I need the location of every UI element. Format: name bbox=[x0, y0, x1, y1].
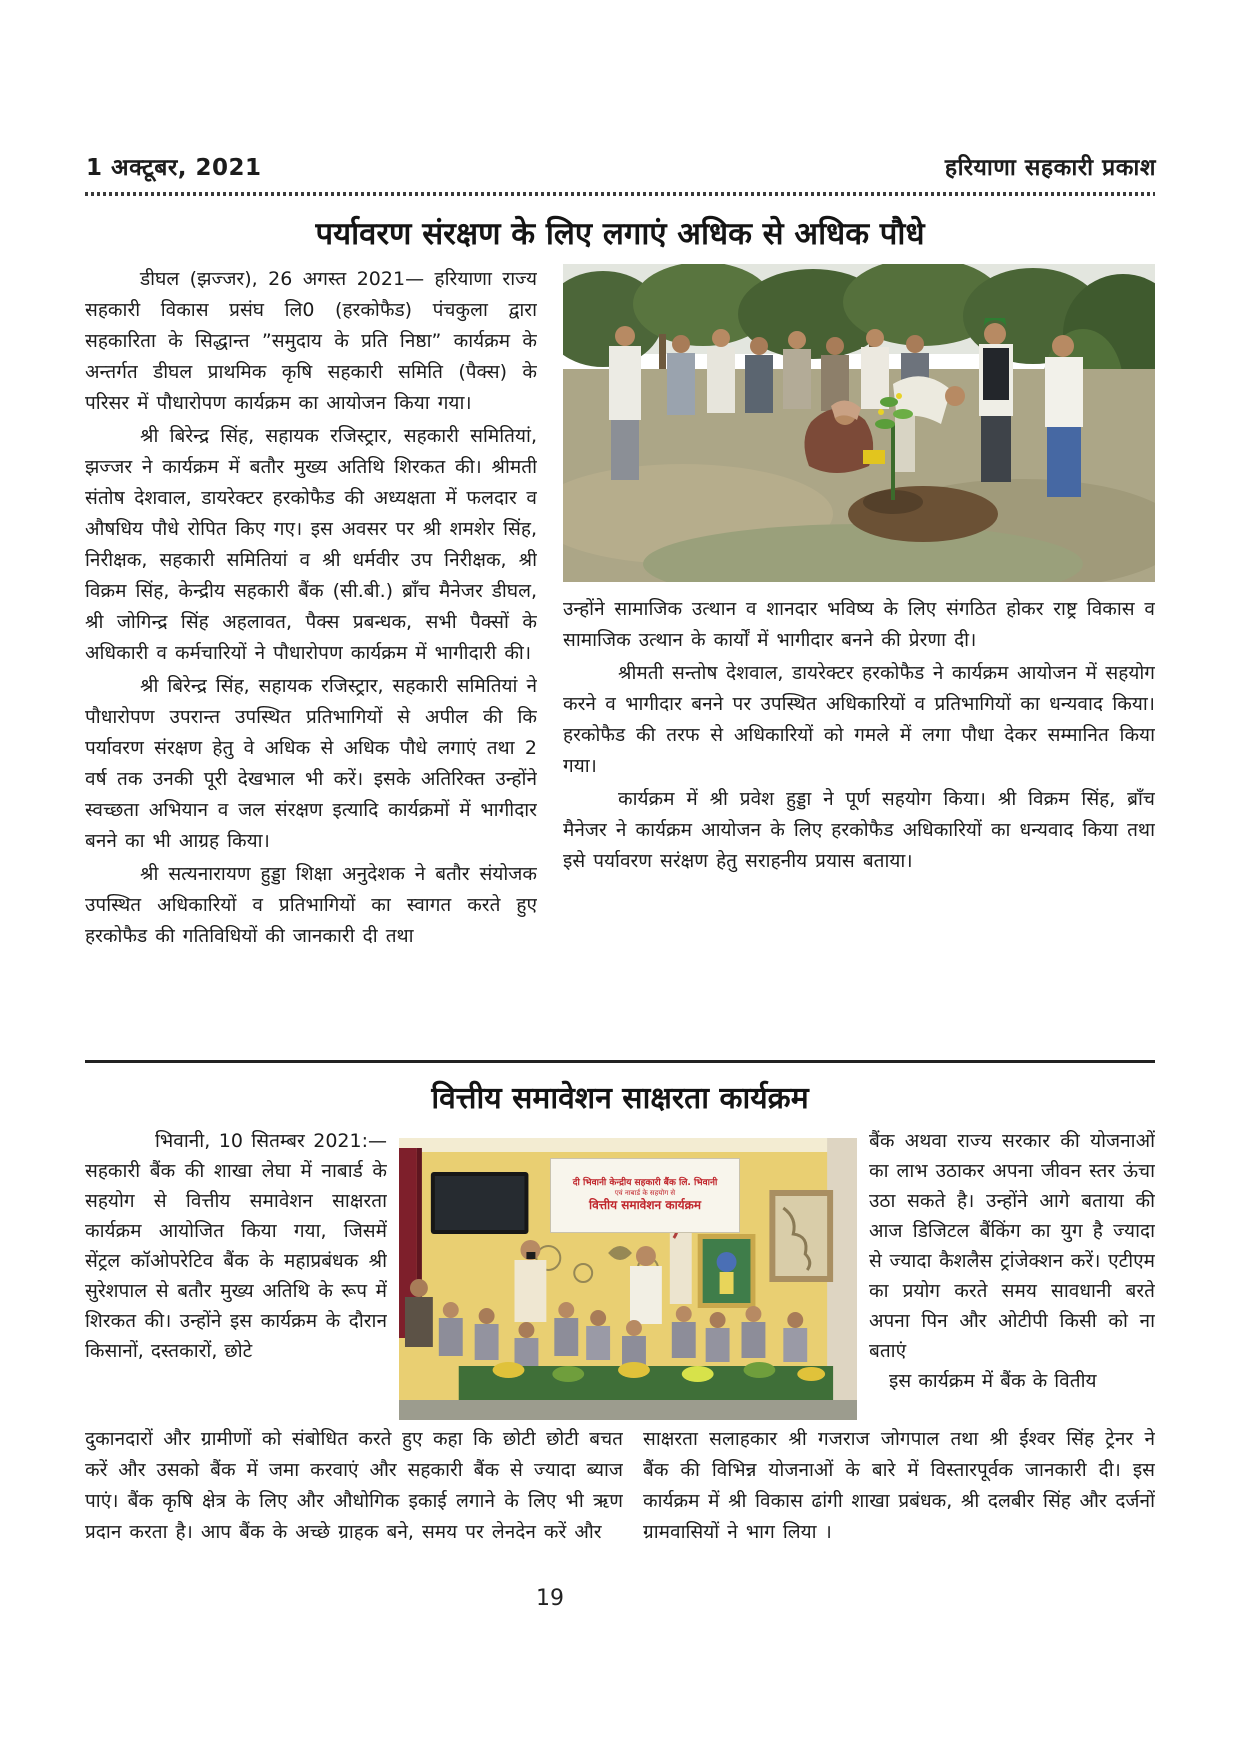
article2-right-column bbox=[869, 1126, 1155, 1424]
floor bbox=[399, 1400, 857, 1420]
tree-plantation-photo bbox=[563, 264, 1155, 582]
photo-banner-line1: दी भिवानी केन्द्रीय सहकारी बैंक लि. भिवानी bbox=[572, 1177, 718, 1188]
article2-title: वित्तीय समावेशन साक्षरता कार्यक्रम bbox=[431, 1081, 809, 1116]
tree-plantation-photo-graphic bbox=[563, 264, 1155, 582]
article1-paragraph: डीघल (झज्जर), 26 अगस्त 2021— हरियाणा राज्य सहकारी विकास प्रसंघ लि0 (हरकोफैड) पंचकुला द्वारा सहकारिता के सिद्धान्त ”समुदाय के प्रति निष्ठा” कार्यक्रम के अन्तर्गत डीघल प्राथमिक कृषि सहकारी समिति (पैक्स) के परिसर में पौधारोपण कार्यक्रम का आयोजन किया गया। bbox=[85, 268, 537, 414]
article1-paragraph: उन्होंने सामाजिक उत्थान व शानदार भविष्य के लिए संगठित होकर राष्ट्र विकास व सामाजिक उत्थान के कार्यों में भागीदार बनने की प्रेरणा दी। bbox=[563, 598, 1155, 651]
bowls-table bbox=[459, 1362, 833, 1400]
publication-title: हरियाणा सहकारी प्रकाश bbox=[944, 155, 1156, 181]
article1-right-column bbox=[563, 264, 1155, 1060]
article2-paragraph: दुकानदारों और ग्रामीणों को संबोधित करते हुए कहा कि छोटी छोटी बचत करें और उसको बैंक में जमा करवाएं और सहकारी बैंक से ज्यादा ब्याज पाएं। बैंक कृषि क्षेत्र के लिए और औधोगिक इकाई लगाने के लिए भी ऋण प्रदान करता है। आप बैंक के अच्छे ग्राहक बने, समय पर लेनदेन करें और bbox=[85, 1428, 623, 1543]
page-number: 19 bbox=[536, 1586, 564, 1611]
issue-date: 1 अक्टूबर, 2021 bbox=[86, 155, 262, 181]
tv-screen bbox=[431, 1172, 529, 1234]
map-picture-frame bbox=[769, 1190, 833, 1282]
article2-photo-cell bbox=[399, 1126, 857, 1424]
article2-bottom-right-column bbox=[643, 1424, 1155, 1592]
header-dotted-rule bbox=[85, 192, 1155, 196]
article1-body bbox=[85, 264, 1155, 1060]
article1-paragraph: श्रीमती सन्तोष देशवाल, डायरेक्टर हरकोफैड ने कार्यक्रम आयोजन में सहयोग करने व भागीदार बनने पर उपस्थित अधिकारियों व प्रतिभागियों का धन्यवाद किया। हरकोफैड की तरफ से अधिकारियों को गमले में लगा पौधा देकर सम्मानित किया गया। bbox=[563, 662, 1155, 777]
article1-paragraph: कार्यक्रम में श्री प्रवेश हुड्डा ने पूर्ण सहयोग किया। श्री विक्रम सिंह, ब्राँच मैनेजर ने कार्यक्रम आयोजन के लिए हरकोफैड अधिकारियों का धन्यवाद किया तथा इसे पर्यावरण सरंक्षण हेतु सराहनीय प्रयास बताया। bbox=[563, 788, 1155, 872]
article1-left-column bbox=[85, 264, 537, 1060]
article1-title: पर्यावरण संरक्षण के लिए लगाएं अधिक से अधिक पौधे bbox=[315, 216, 925, 252]
krishna-picture-frame bbox=[698, 1234, 756, 1308]
article-divider-rule bbox=[85, 1060, 1155, 1063]
article2-paragraph: भिवानी, 10 सितम्बर 2021:— सहकारी बैंक की शाखा लेघा में नाबार्ड के सहयोग से वित्तीय समावेशन साक्षरता कार्यक्रम आयोजित किया गया, जिसमें सेंट्रल कॉओपरेटिव बैंक के महाप्रबंधक श्री सुरेशपाल से बतौर मुख्य अतिथि के रूप में शिरकत की। उन्होंने इस कार्यक्रम के दौरान किसानों, दस्तकारों, छोटे bbox=[85, 1130, 387, 1362]
article1-paragraph: श्री बिरेन्द्र सिंह, सहायक रजिस्ट्रार, सहकारी समितियां ने पौधारोपण उपरान्त उपस्थित प्रतिभागियों से अपील की कि पर्यावरण संरक्षण हेतु वे अधिक से अधिक पौधे लगाएं तथा 2 वर्ष तक उनकी पूरी देखभाल भी करें। इसके अतिरिक्त उन्होंने स्वच्छता अभियान व जल संरक्षण इत्यादि कार्यक्रमों में भागीदार बनने का भी आग्रह किया। bbox=[85, 675, 537, 852]
article1-paragraph: श्री सत्यनारायण हुड्डा शिक्षा अनुदेशक ने बतौर संयोजक उपस्थित अधिकारियों व प्रतिभागियों का स्वागत करते हुए हरकोफैड की गतिविधियों की जानकारी दी तथा bbox=[85, 863, 537, 947]
photo-banner-line2: एवं नाबार्ड के सहयोग से bbox=[614, 1189, 676, 1198]
article2-paragraph: इस कार्यक्रम में बैंक के वितीय bbox=[889, 1370, 1097, 1392]
article2-bottom-left-column bbox=[85, 1424, 623, 1592]
article2-left-column bbox=[85, 1126, 387, 1424]
financial-literacy-photo bbox=[399, 1138, 857, 1420]
photo-banner-line3: वित्तीय समावेशन कार्यक्रम bbox=[588, 1197, 702, 1212]
article1-paragraph: श्री बिरेन्द्र सिंह, सहायक रजिस्ट्रार, सहकारी समितियां, झज्जर ने कार्यक्रम में बतौर मुख्य अतिथि शिरकत की। श्रीमती संतोष देशवाल, डायरेक्टर हरकोफैड की अध्यक्षता में फलदार व औषधिय पौधे रोपित किए गए। इस अवसर पर श्री शमशेर सिंह, निरीक्षक, सहकारी समितियां व श्री धर्मवीर उप निरीक्षक, श्री विक्रम सिंह, केन्द्रीय सहकारी बैंक (सी.बी.) ब्राँच मैनेजर डीघल, श्री जोगिन्द्र सिंह अहलावत, पैक्स प्रबन्धक, सभी पैक्सों के अधिकारी व कर्मचारियों ने पौधारोपण कार्यक्रम में भागीदारी की। bbox=[85, 425, 537, 664]
article2-bottom-band bbox=[85, 1424, 1155, 1592]
article2-paragraph: साक्षरता सलाहकार श्री गजराज जोगपाल तथा श्री ईश्वर सिंह ट्रेनर ने बैंक की विभिन्न योजनाओं के बारे में विस्तारपूर्वक जानकारी दी। इस कार्यक्रम में श्री विकास ढांगी शाखा प्रबंधक, श्री दलबीर सिंह और दर्जनों ग्रामवासियों ने भाग लिया । bbox=[643, 1428, 1155, 1543]
photo-banner bbox=[550, 1158, 740, 1233]
article2-paragraph: बैंक अथवा राज्य सरकार की योजनाओं का लाभ उठाकर अपना जीवन स्तर ऊंचा उठा सकते है। उन्होंने आगे बताया की आज डिजिटल बैंकिंग का युग है ज्यादा से ज्यादा कैशलैस ट्रांजेक्शन करें। एटीएम का प्रयोग करते समय सावधानी बरते अपना पिन और ओटीपी किसी को ना बताएं bbox=[869, 1130, 1155, 1362]
article2-top-band bbox=[85, 1126, 1155, 1424]
